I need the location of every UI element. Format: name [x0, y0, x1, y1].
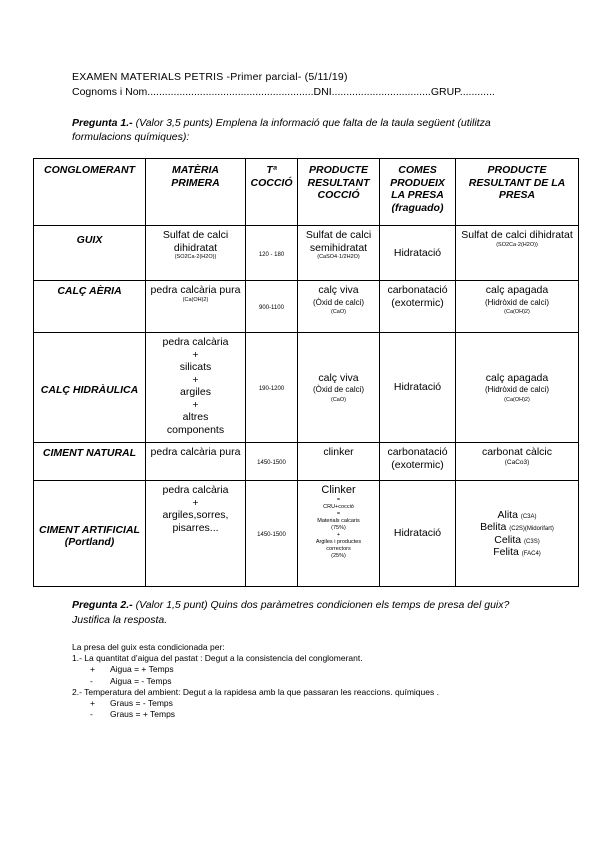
producte-formula: (CaO) — [331, 396, 346, 403]
question-2-label: Pregunta 2.- — [72, 599, 133, 611]
resultant-item-name: Celita — [494, 533, 522, 546]
materia-line: + — [192, 348, 199, 361]
materia-line: + — [192, 373, 199, 386]
resultant-item-name: Felita — [493, 546, 519, 558]
materia-line: + — [192, 398, 199, 411]
producte-line: Materials calcaris — [317, 517, 360, 524]
presa-cell: Hidratació — [380, 481, 456, 587]
header-presa: COMES PRODUEIX LA PRESA (fraguado) — [380, 159, 456, 226]
resultant-cell — [456, 281, 579, 333]
temp-text: 1450-1500 — [257, 460, 286, 467]
resultant-item-formula: (FAC4) — [521, 551, 541, 557]
resultant-item-formula: (C3S) — [524, 538, 540, 545]
producte-line: = — [336, 496, 341, 503]
resultant-text: Sulfat de calci dihidratat — [461, 229, 573, 241]
resultant-item-formula: (C2S)(Midorifart) — [509, 526, 554, 532]
materia-formula: (SO2Ca·2(H2O)) — [174, 254, 217, 260]
answer-item-2: 2.- Temperatura del ambient: Degut a la rapidesa amb la que passaran les reaccions. químiques . — [72, 686, 439, 697]
row-name: CALÇ AÈRIA — [34, 281, 146, 333]
resultant-sub: (Hidròxid de calci) — [484, 297, 550, 307]
answer-intro: La presa del guix esta condicionada per: — [72, 642, 225, 652]
materia-line: + — [192, 496, 199, 509]
producte-line: correctors — [326, 545, 351, 552]
answer-sub-item — [72, 709, 572, 720]
temp-cell — [246, 443, 298, 481]
resultant-formula: (Ca(OH)2) — [504, 396, 530, 403]
resultant-cell — [456, 443, 579, 481]
question-2 — [72, 598, 542, 628]
sub-item-text: Aigua = - Temps — [110, 675, 172, 686]
table-row — [34, 226, 579, 281]
presa-cell: carbonatació (exotermic) — [380, 281, 456, 333]
sub-item-text: Graus = - Temps — [110, 698, 173, 709]
table-row — [34, 481, 579, 587]
producte-cell: clinker — [298, 443, 380, 481]
bullet-mark: - — [90, 675, 93, 686]
materia-line: argiles,sorres, — [162, 509, 229, 521]
presa-cell: Hidratació — [380, 226, 456, 281]
row-name: GUIX — [34, 226, 146, 281]
producte-text: calç viva — [318, 284, 359, 296]
producte-line: = — [336, 510, 341, 517]
producte-formula: (CaO) — [331, 309, 346, 315]
answer-block — [72, 642, 572, 720]
answer-item-1: 1.- La quantitat d’aigua del pastat : Degut a la consistencia del conglomerant. — [72, 653, 363, 664]
resultant-cell — [456, 481, 579, 587]
materia-cell — [146, 226, 246, 281]
materials-table — [33, 158, 579, 587]
question-1 — [72, 116, 542, 144]
header-temp: Tª COCCIÓ — [246, 159, 298, 226]
materia-cell — [146, 281, 246, 333]
header-materia: MATÈRIA PRIMERA — [146, 159, 246, 226]
header-resultant: PRODUCTE RESULTANT DE LA PRESA — [456, 159, 579, 226]
resultant-formula: (Ca(OH)2) — [504, 309, 530, 315]
table-row — [34, 333, 579, 443]
materia-text: pedra calcària pura — [150, 284, 241, 296]
producte-line: + — [336, 531, 341, 538]
materia-cell — [146, 333, 246, 443]
row-name: CIMENT NATURAL — [34, 443, 146, 481]
temp-text: 1450-1500 — [257, 532, 286, 539]
producte-line: Argiles i productes — [315, 538, 362, 545]
presa-cell: Hidratació — [380, 333, 456, 443]
materia-line: pisarres... — [172, 521, 219, 534]
resultant-item — [458, 546, 576, 559]
resultant-sub: (Hidròxid de calci) — [484, 385, 550, 394]
table-row — [34, 443, 579, 481]
row-name: CIMENT ARTIFICIAL (Portland) — [34, 481, 146, 587]
temp-text: 900-1100 — [259, 305, 284, 312]
producte-sub: (Òxid de calci) — [312, 385, 365, 394]
materia-line: components — [166, 423, 225, 436]
temp-text: 190-1200 — [258, 386, 285, 393]
student-info-line: Cognoms i Nom.........................................................DNI..................................GRUP............ — [72, 86, 495, 98]
exam-title: EXAMEN MATERIALS PETRIS -Primer parcial- (5/11/19) — [72, 71, 348, 83]
materia-line: pedra calcària — [162, 336, 229, 348]
resultant-item — [458, 534, 576, 547]
producte-line: (25%) — [331, 552, 346, 559]
producte-cell — [298, 281, 380, 333]
temp-cell — [246, 226, 298, 281]
table-row — [34, 281, 579, 333]
sub-item-text: Graus = + Temps — [110, 709, 176, 720]
materia-line: pedra calcària — [162, 484, 229, 496]
temp-text: 120 - 180 — [258, 251, 285, 258]
producte-text: Sulfat de calci semihidratat — [305, 229, 372, 254]
temp-cell — [246, 281, 298, 333]
resultant-cell — [456, 226, 579, 281]
producte-text: calç viva — [318, 371, 359, 384]
presa-cell: carbonatació (exotermic) — [380, 443, 456, 481]
resultant-text: carbonat càlcic — [481, 446, 553, 458]
resultant-text: calç apagada — [485, 371, 549, 384]
producte-line: CRU+cocció — [323, 503, 354, 510]
resultant-item-formula: (C3A) — [520, 513, 537, 520]
producte-cell — [298, 333, 380, 443]
bullet-mark: - — [90, 709, 93, 720]
table-header-row — [34, 159, 579, 226]
temp-cell — [246, 333, 298, 443]
header-producte: PRODUCTE RESULTANT COCCIÓ — [298, 159, 380, 226]
question-1-label: Pregunta 1.- — [72, 117, 133, 129]
resultant-formula: (CaCo3) — [504, 458, 530, 466]
temp-cell — [246, 481, 298, 587]
materia-formula: (Ca(OH)2) — [182, 296, 209, 303]
resultant-item-name: Belita — [480, 521, 507, 533]
materia-line: altres — [182, 411, 209, 423]
materia-line: silicats — [179, 361, 212, 373]
bullet-mark: + — [90, 664, 95, 675]
sub-item-text: Aigua = + Temps — [110, 664, 174, 675]
materia-text: Sulfat de calci dihidratat — [162, 229, 229, 254]
resultant-item-name: Alita — [497, 508, 518, 521]
materia-cell: pedra calcària pura — [146, 443, 246, 481]
producte-sub: (Òxid de calci) — [312, 297, 365, 307]
answer-sub-item — [72, 698, 572, 709]
resultant-cell — [456, 333, 579, 443]
header-conglomerant: CONGLOMERANT — [34, 159, 146, 226]
materia-line: argiles — [180, 386, 211, 398]
producte-title: Clinker — [321, 484, 356, 496]
producte-cell — [298, 226, 380, 281]
resultant-formula: (SO2Ca·2(H2O)) — [496, 241, 538, 248]
producte-cell — [298, 481, 380, 587]
producte-formula: (CaSO4·1/2H2O) — [317, 254, 360, 260]
row-name: CALÇ HIDRÀULICA — [34, 333, 146, 443]
answer-sub-item — [72, 664, 572, 675]
materia-cell — [146, 481, 246, 587]
resultant-item — [458, 509, 576, 522]
producte-line: (75%) — [331, 524, 346, 531]
resultant-text: calç apagada — [485, 284, 549, 296]
resultant-item — [458, 521, 576, 534]
question-1-text: (Valor 3,5 punts) Emplena la informació que falta de la taula següent (utilitza formulacions químiques): — [72, 117, 491, 143]
bullet-mark: + — [90, 698, 95, 709]
question-2-text: (Valor 1,5 punt) Quins dos paràmetres condicionen els temps de presa del guix? Justifica la resposta. — [72, 599, 510, 626]
answer-sub-item — [72, 676, 572, 687]
